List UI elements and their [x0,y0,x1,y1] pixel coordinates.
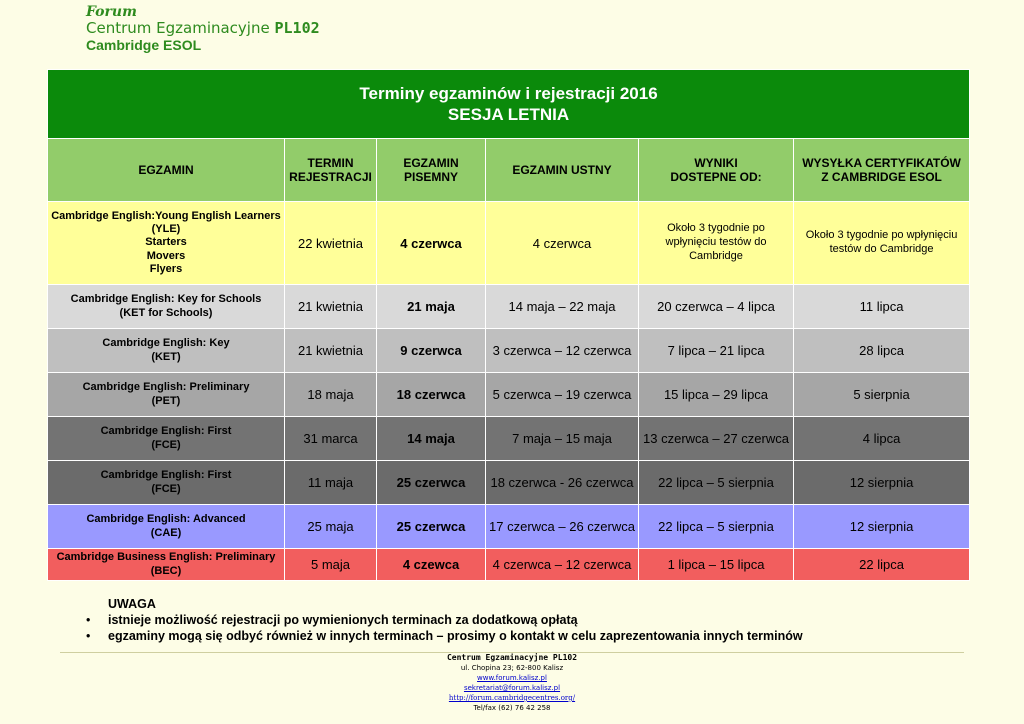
notes-list [86,612,803,644]
results-date: 13 czerwca – 27 czerwca [639,417,794,461]
certificates-date: 28 lipca [794,329,970,373]
certificates-date: 12 sierpnia [794,505,970,549]
exam-name-cell: Cambridge English: Advanced (CAE) [48,505,285,549]
registration-date: 21 kwietnia [285,329,377,373]
table-title-line1: Terminy egzaminów i rejestracji 2016 [359,83,658,103]
center-name [86,20,320,37]
note-item: • istnieje możliwość rejestracji po wymienionych terminach za dodatkową opłatą [86,613,578,627]
notes-heading: UWAGA [108,597,156,611]
table-row-yle [48,202,970,285]
col-header-oral: EGZAMIN USTNY [486,139,639,202]
exam-name-cell: Cambridge Business English: Preliminary (BEC) [48,549,285,581]
exam-name-cell: Cambridge English: First (FCE) [48,417,285,461]
oral-exam-date: 4 czerwca [486,202,639,285]
bullet-icon: • [86,629,91,643]
oral-exam-date: 7 maja – 15 maja [486,417,639,461]
notes-section [86,597,803,644]
exam-name-cell: Cambridge English: Key for Schools (KET for Schools) [48,285,285,329]
table-title-line2: SESJA LETNIA [447,105,570,124]
center-code: PL102 [274,19,320,38]
registration-date: 21 kwietnia [285,285,377,329]
written-exam-date: 25 czerwca [377,461,486,505]
results-date: 7 lipca – 21 lipca [639,329,794,373]
website-link[interactable]: www.forum.kalisz.pl [477,674,547,682]
cambridge-centres-link[interactable]: http://forum.cambridgecentres.org/ [448,694,576,702]
note-item: • egzaminy mogą się odbyć również w innych terminach – prosimy o kontakt w celu zaprezentowania innych terminów [86,629,803,643]
col-header-results: WYNIKI DOSTEPNE OD: [639,139,794,202]
oral-exam-date: 4 czerwca – 12 czerwca [486,549,639,581]
results-date: 15 lipca – 29 lipca [639,373,794,417]
written-exam-date: 18 czerwca [377,373,486,417]
registration-date: 31 marca [285,417,377,461]
written-exam-date: 4 czerwca [377,202,486,285]
col-header-certificates: WYSYŁKA CERTYFIKATÓW Z CAMBRIDGE ESOL [794,139,970,202]
col-header-written: EGZAMIN PISEMNY [377,139,486,202]
registration-date: 22 kwietnia [285,202,377,285]
table-row-fce-2 [48,461,970,505]
footer [0,653,1024,713]
forum-logo: Forum [86,4,137,20]
results-date: 22 lipca – 5 sierpnia [639,461,794,505]
bullet-icon: • [86,613,91,627]
exam-name-cell: Cambridge English: Key (KET) [48,329,285,373]
letterhead [86,4,320,53]
registration-date: 5 maja [285,549,377,581]
column-header-row [48,139,970,202]
table-row-cae [48,505,970,549]
table-title [48,70,970,139]
table-row-bec [48,549,970,581]
footer-center-name: Centrum Egzaminacyjne PL102 [446,653,578,662]
oral-exam-date: 3 czerwca – 12 czerwca [486,329,639,373]
oral-exam-date: 17 czerwca – 26 czerwca [486,505,639,549]
center-name-prefix: Centrum Egzaminacyjne [86,19,270,38]
certificates-date: Około 3 tygodnie po wpłynięciu testów do Cambridge [794,202,970,285]
written-exam-date: 25 czerwca [377,505,486,549]
table-row-pet [48,373,970,417]
written-exam-date: 4 czewca [377,549,486,581]
footer-phone: Tel/fax (62) 76 42 258 [473,704,551,712]
certificates-date: 4 lipca [794,417,970,461]
exam-name-cell: Cambridge English:Young English Learners (YLE) Starters Movers Flyers [48,202,285,285]
oral-exam-date: 5 czerwca – 19 czerwca [486,373,639,417]
oral-exam-date: 18 czerwca - 26 czerwca [486,461,639,505]
oral-exam-date: 14 maja – 22 maja [486,285,639,329]
results-date: 22 lipca – 5 sierpnia [639,505,794,549]
footer-address: ul. Chopina 23; 62-800 Kalisz [460,664,564,672]
written-exam-date: 9 czerwca [377,329,486,373]
email-link[interactable]: sekretariat@forum.kalisz.pl [463,684,561,692]
written-exam-date: 21 maja [377,285,486,329]
table-row-ket [48,329,970,373]
certificates-date: 22 lipca [794,549,970,581]
exam-schedule-table [47,69,970,581]
exam-name-cell: Cambridge English: Preliminary (PET) [48,373,285,417]
certificates-date: 11 lipca [794,285,970,329]
results-date: 1 lipca – 15 lipca [639,549,794,581]
results-date: Około 3 tygodnie po wpłynięciu testów do Cambridge [639,202,794,285]
table-row-fce-1 [48,417,970,461]
col-header-registration: TERMIN REJESTRACJI [285,139,377,202]
results-date: 20 czerwca – 4 lipca [639,285,794,329]
table-row-ket-for-schools [48,285,970,329]
cambridge-esol-label: Cambridge ESOL [86,37,202,54]
registration-date: 18 maja [285,373,377,417]
written-exam-date: 14 maja [377,417,486,461]
certificates-date: 12 sierpnia [794,461,970,505]
exam-name-cell: Cambridge English: First (FCE) [48,461,285,505]
col-header-exam: EGZAMIN [48,139,285,202]
registration-date: 25 maja [285,505,377,549]
registration-date: 11 maja [285,461,377,505]
certificates-date: 5 sierpnia [794,373,970,417]
